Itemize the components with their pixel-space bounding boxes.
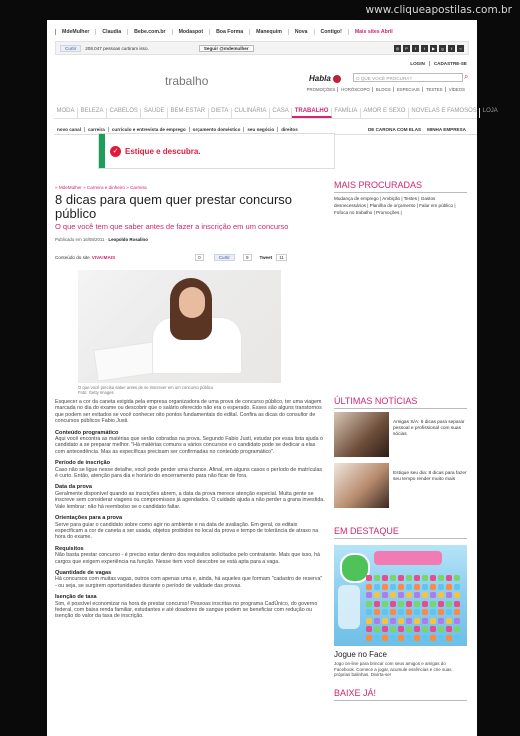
content-site[interactable]: VIVA!MAIS <box>91 255 116 260</box>
candy-piece <box>390 626 396 632</box>
article-intro: Esquecer a cor da caneta exigida pela empresa organizadora de uma prova de concurso público, ter uma viagem marcada no dia do exame ou descobrir que o salário oferecido não era o esperado. Esses são alguns transtornos que podem ser evitados se você conhecer oito pontos fundamentais do edital. Confira as dicas do consultor de concursos públicos Fabio Justi. <box>55 399 322 425</box>
facebook-like-button[interactable]: Curtir <box>60 45 81 52</box>
candy-piece <box>374 575 380 581</box>
candy-piece <box>454 592 460 598</box>
subnav-link-carona[interactable]: DE CARONA COM ELAS <box>367 126 422 132</box>
category-link-active[interactable]: TRABALHO <box>292 108 332 118</box>
sublink[interactable]: VÍDEOS <box>448 87 465 92</box>
register-link[interactable]: CADASTRE-SE <box>429 61 467 66</box>
candy-piece <box>438 592 444 598</box>
candy-piece <box>398 609 404 615</box>
subnav-link[interactable]: currículo e entrevista de emprego <box>109 127 190 132</box>
subnav-link-empresa[interactable]: MINHA EMPRESA <box>427 126 466 132</box>
subnav-link[interactable]: direitos <box>281 126 298 132</box>
candy-piece <box>446 584 452 590</box>
tumblr-icon[interactable]: t <box>448 45 455 52</box>
candy-piece <box>430 635 436 641</box>
candy-piece <box>406 575 412 581</box>
candy-piece <box>406 626 412 632</box>
category-link[interactable]: CASA <box>270 108 292 118</box>
candy-piece <box>422 609 428 615</box>
candy-piece <box>454 626 460 632</box>
section-title: trabalho <box>165 74 209 88</box>
game-logo-banner <box>374 551 442 565</box>
candy-piece <box>382 626 388 632</box>
sublink[interactable]: HORÓSCOPO <box>339 87 372 92</box>
game-description: Jogo on-line para brincar com seus amigos e amigas do Facebook. Comece a jogar, acumule essências e crie suas próprias balinhas. Divirta-se! <box>334 661 452 677</box>
candy-piece <box>430 584 436 590</box>
game-jar <box>338 585 360 629</box>
gplus-counter[interactable]: 0 <box>195 254 204 261</box>
youtube-icon[interactable]: ▶ <box>431 45 436 51</box>
candy-piece <box>382 575 388 581</box>
most-searched-tags[interactable]: Mudança de emprego | Ambição | Testes | Gastos desnecessários | Planilha de orçamento | Falar em público | Fofoca no trabalho | Promoções | <box>334 196 456 215</box>
content-label: Conteúdo do site <box>55 255 90 260</box>
share-row <box>55 254 325 261</box>
browser-page <box>47 20 498 736</box>
topnav-link[interactable]: Bebe.com.br <box>128 29 172 35</box>
news-thumbnail <box>334 463 389 508</box>
sublink[interactable]: BLOGS <box>374 87 394 92</box>
section-heading: Isenção de taxa <box>55 594 97 601</box>
candy-piece <box>414 635 420 641</box>
candy-piece <box>414 609 420 615</box>
candy-piece <box>446 575 452 581</box>
candy-piece <box>390 575 396 581</box>
candy-piece <box>414 618 420 624</box>
article-title: 8 dicas para quem quer prestar concurso público <box>55 192 293 221</box>
candy-piece <box>438 626 444 632</box>
topnav-link[interactable]: Boa Forma <box>210 29 250 35</box>
candy-piece <box>382 592 388 598</box>
candy-piece <box>422 592 428 598</box>
candy-piece <box>446 626 452 632</box>
candy-piece <box>422 618 428 624</box>
sublink[interactable]: TESTES <box>424 87 446 92</box>
candy-piece <box>374 635 380 641</box>
candy-piece <box>430 626 436 632</box>
candy-piece <box>390 584 396 590</box>
news-title: Amigas S/A: 6 dicas para separar pessoal e profissional com suas sócias <box>393 420 465 437</box>
candy-piece <box>366 609 372 615</box>
category-link[interactable]: BELEZA <box>78 108 107 118</box>
candy-piece <box>430 618 436 624</box>
section-heading: Requisitos <box>55 545 84 552</box>
candy-piece <box>398 601 404 607</box>
article-photo <box>78 270 281 383</box>
ad-banner[interactable] <box>98 133 335 169</box>
subnav-link[interactable]: carreira <box>85 127 109 132</box>
candy-piece <box>390 618 396 624</box>
candy-piece <box>374 626 380 632</box>
category-link[interactable]: BEM-ESTAR <box>168 108 209 118</box>
candy-piece <box>406 609 412 615</box>
candy-piece <box>438 575 444 581</box>
category-link[interactable]: SAÚDE <box>141 108 168 118</box>
most-searched-heading: MAIS PROCURADAS <box>334 180 467 193</box>
highlight-heading: EM DESTAQUE <box>334 526 467 539</box>
pinterest-icon[interactable]: P <box>403 45 410 52</box>
photo-caption <box>78 385 213 395</box>
subnav-link[interactable]: seu negócio <box>244 127 278 132</box>
article <box>55 185 325 620</box>
candy-piece <box>366 626 372 632</box>
game-title: Jogue no Face <box>334 650 387 659</box>
candy-piece <box>422 584 428 590</box>
search-icon[interactable]: ⌕ <box>464 72 469 81</box>
login-link[interactable]: LOGIN <box>410 61 425 66</box>
social-bar <box>55 41 469 55</box>
candy-piece <box>446 592 452 598</box>
twitter-follow-button[interactable]: Seguir @mdemulher <box>199 45 254 52</box>
candy-piece <box>454 584 460 590</box>
sublink[interactable]: ESPECIAIS <box>395 87 423 92</box>
candy-piece <box>406 584 412 590</box>
candy-piece <box>366 635 372 641</box>
news-title: Estique seu dia: 8 dicas para fazer seu tempo render muito mais <box>393 471 467 482</box>
candy-piece <box>438 601 444 607</box>
candy-piece <box>366 592 372 598</box>
section-text: Serve para guiar o candidato sobre como agir no ambiente e na data de avaliação. Em geral, os editais especificam a cor de caneta a ser usada, objetos proibidos no local da prova e tempo de tolerância de atraso na hora do exame. <box>55 521 319 541</box>
candy-piece <box>454 635 460 641</box>
watermark: www.cliqueapostilas.com.br <box>365 4 512 16</box>
topnav-link[interactable]: Manequim <box>250 29 289 35</box>
candy-piece <box>382 601 388 607</box>
section-text: Sim, é possível economizar na hora de prestar concurso! Pessoas inscritas no programa CadÚnico, do governo federal, com baixa renda familiar, estudantes e até doadores de sangue podem se beneficiar com redução ou isenção do valor da taxa de inscrição. <box>55 600 318 620</box>
candy-piece <box>454 618 460 624</box>
facebook-icon[interactable]: f <box>412 45 419 52</box>
rss-icon[interactable]: ≈ <box>457 45 464 52</box>
like-count-text: 208.047 pessoas curtiram isso. <box>85 45 149 51</box>
candy-piece <box>446 609 452 615</box>
section-text: Geralmente disponível quando as inscrições abrem, a data da prova merece atenção especial. Muita gente se inscreve sem considerar viagens ou compromissos já agendados. O cuidado ajuda a não perder a grana investida. Vale lembrar: não há reembolso se o candidato faltar. <box>55 490 325 510</box>
candy-piece <box>390 609 396 615</box>
tweet-button[interactable]: Tweet <box>259 255 273 260</box>
latest-news-list <box>334 412 467 508</box>
logo-mark <box>333 75 341 83</box>
candy-piece <box>414 601 420 607</box>
news-item[interactable] <box>334 412 467 457</box>
candy-piece <box>366 575 372 581</box>
like-counter: 9 <box>243 254 252 261</box>
candy-piece <box>398 635 404 641</box>
candy-piece <box>390 601 396 607</box>
category-nav <box>54 108 498 119</box>
social-icons <box>394 45 468 52</box>
candy-piece <box>422 601 428 607</box>
photo-person-face <box>179 287 205 318</box>
category-link[interactable]: CULINÁRIA <box>232 108 270 118</box>
candy-piece <box>414 575 420 581</box>
category-link[interactable]: MODA <box>54 108 78 118</box>
section-text: Caso não se ligue nesse detalhe, você pode perder uma chance. Afinal, em alguns casos o período de matrículas é curto. Então, atenção para dia e horário do encerramento para não ficar de fora. <box>55 466 323 480</box>
category-link[interactable]: FAMÍLIA <box>332 108 361 118</box>
breadcrumb[interactable]: » MdeMulher » Carreira e dinheiro » Carreira <box>55 185 147 190</box>
news-thumbnail <box>334 412 389 457</box>
caption-credit: Foto: Getty Images <box>78 390 114 396</box>
candy-piece <box>406 601 412 607</box>
candy-piece <box>390 635 396 641</box>
game-promo-image[interactable] <box>334 545 467 646</box>
candy-piece <box>390 592 396 598</box>
candy-piece <box>454 609 460 615</box>
candy-piece <box>374 584 380 590</box>
candy-piece <box>430 592 436 598</box>
candy-piece <box>422 635 428 641</box>
banner-badge-icon: ✓ <box>110 146 121 157</box>
banner-stripe <box>99 134 105 168</box>
candy-piece <box>430 609 436 615</box>
candy-piece <box>446 601 452 607</box>
site-header <box>47 66 477 106</box>
candy-piece <box>398 592 404 598</box>
logo-text: Habla <box>309 74 331 83</box>
candy-piece <box>446 635 452 641</box>
published-date: Publicado em 16/08/2011 <box>55 237 105 242</box>
topnav-link[interactable]: Nova <box>289 29 315 35</box>
candy-piece <box>406 618 412 624</box>
instagram-icon[interactable]: ◎ <box>395 45 400 51</box>
subnav-link[interactable]: orçamento doméstico <box>190 127 245 132</box>
candy-piece <box>422 575 428 581</box>
topnav-link[interactable]: Claudia <box>96 29 128 35</box>
candy-piece <box>398 618 404 624</box>
tweet-counter: 11 <box>276 254 287 261</box>
download-heading: BAIXE JÁ! <box>334 688 467 701</box>
author-name[interactable]: Leopoldo Rosalino <box>108 237 148 242</box>
candy-piece <box>382 609 388 615</box>
latest-news-heading: ÚLTIMAS NOTÍCIAS <box>334 396 467 409</box>
candy-piece <box>406 635 412 641</box>
category-link[interactable]: LOJA <box>482 108 498 114</box>
candy-piece <box>438 618 444 624</box>
section-heading: Período de inscrição <box>55 460 111 467</box>
header-sublinks <box>305 87 467 92</box>
candy-piece <box>366 584 372 590</box>
candy-piece <box>374 609 380 615</box>
topnav-link[interactable]: Modaspot <box>173 29 211 35</box>
article-subtitle: O que você tem que saber antes de fazer a inscrição em um concurso <box>55 222 289 231</box>
news-item[interactable] <box>334 463 467 508</box>
twitter-icon[interactable]: t <box>421 45 428 52</box>
section-heading: Orientações para a prova <box>55 515 123 522</box>
candy-piece <box>374 601 380 607</box>
category-link[interactable]: DIETA <box>209 108 232 118</box>
candy-piece <box>438 609 444 615</box>
candy-piece <box>382 618 388 624</box>
candy-piece <box>430 575 436 581</box>
candy-piece <box>366 601 372 607</box>
candy-piece <box>398 584 404 590</box>
googleplus-icon[interactable]: g <box>439 45 446 52</box>
candy-piece <box>382 584 388 590</box>
candy-piece <box>454 575 460 581</box>
section-heading: Conteúdo programático <box>55 429 119 436</box>
section-heading: Data da prova <box>55 484 92 491</box>
site-logo[interactable] <box>309 74 341 83</box>
section-text: Aqui você encontra as matérias que serão cobradas na prova. Segundo Fabio Justi, estudar por essa lista ajuda o candidato a se preparar melhor. "Há matérias comuns a vários concursos e o candidato pode se dedicar a elas com antecedência. Mas as específicas precisam ser confirmadas no conteúdo programático". <box>55 436 323 455</box>
candy-piece <box>374 618 380 624</box>
candy-piece <box>438 584 444 590</box>
candy-piece <box>422 626 428 632</box>
category-link[interactable]: NOVELAS E FAMOSOS <box>409 108 480 118</box>
article-body <box>55 399 325 625</box>
banner-text: Estique e descubra. <box>125 146 201 156</box>
candy-piece <box>414 584 420 590</box>
candy-piece <box>414 626 420 632</box>
category-link[interactable]: CABELOS <box>107 108 141 118</box>
candy-piece <box>382 635 388 641</box>
sidebar <box>334 180 467 701</box>
article-meta: Publicado em 16/08/2011 · Leopoldo Rosalino <box>55 237 148 242</box>
more-sites-link[interactable]: Mais sites Abril <box>354 28 393 35</box>
topnav-link[interactable]: MdeMulher <box>55 29 96 35</box>
article-like-button[interactable]: Curtir <box>214 254 235 261</box>
subnav-link[interactable]: novo canal <box>54 127 85 132</box>
candy-piece <box>366 618 372 624</box>
candy-piece <box>438 635 444 641</box>
candy-piece <box>414 592 420 598</box>
abril-top-nav <box>55 25 477 38</box>
category-link[interactable]: AMOR E SEXO <box>361 108 409 118</box>
candy-piece <box>398 575 404 581</box>
section-heading: Quantidade de vagas <box>55 569 112 576</box>
candy-piece <box>374 592 380 598</box>
section-text: Não basta prestar concurso - é preciso estar dentro dos requisitos solicitados pelo contratante. Mais que isso, há cargos que exigem experiência na função. Nesse item você descobre se está apta para a vaga. <box>55 552 320 565</box>
sublink[interactable]: PROMOÇÕES <box>305 87 338 92</box>
caption-text: O que você precisa saber antes de se inscrever em um concurso público <box>78 385 214 390</box>
search-input[interactable]: O QUE VOCÊ PROCURA? <box>353 73 463 82</box>
candy-piece <box>446 618 452 624</box>
candy-piece <box>430 601 436 607</box>
candy-piece <box>454 601 460 607</box>
section-text: Há concursos com muitas vagas, outros com apenas uma e, ainda, há aqueles que formam "cadastro de reserva" - ou seja, se surgirem oportunidades durante o período de validade das provas. <box>55 576 323 589</box>
topnav-link[interactable]: Contigo! <box>315 29 349 35</box>
candy-piece <box>398 626 404 632</box>
candy-piece <box>406 592 412 598</box>
